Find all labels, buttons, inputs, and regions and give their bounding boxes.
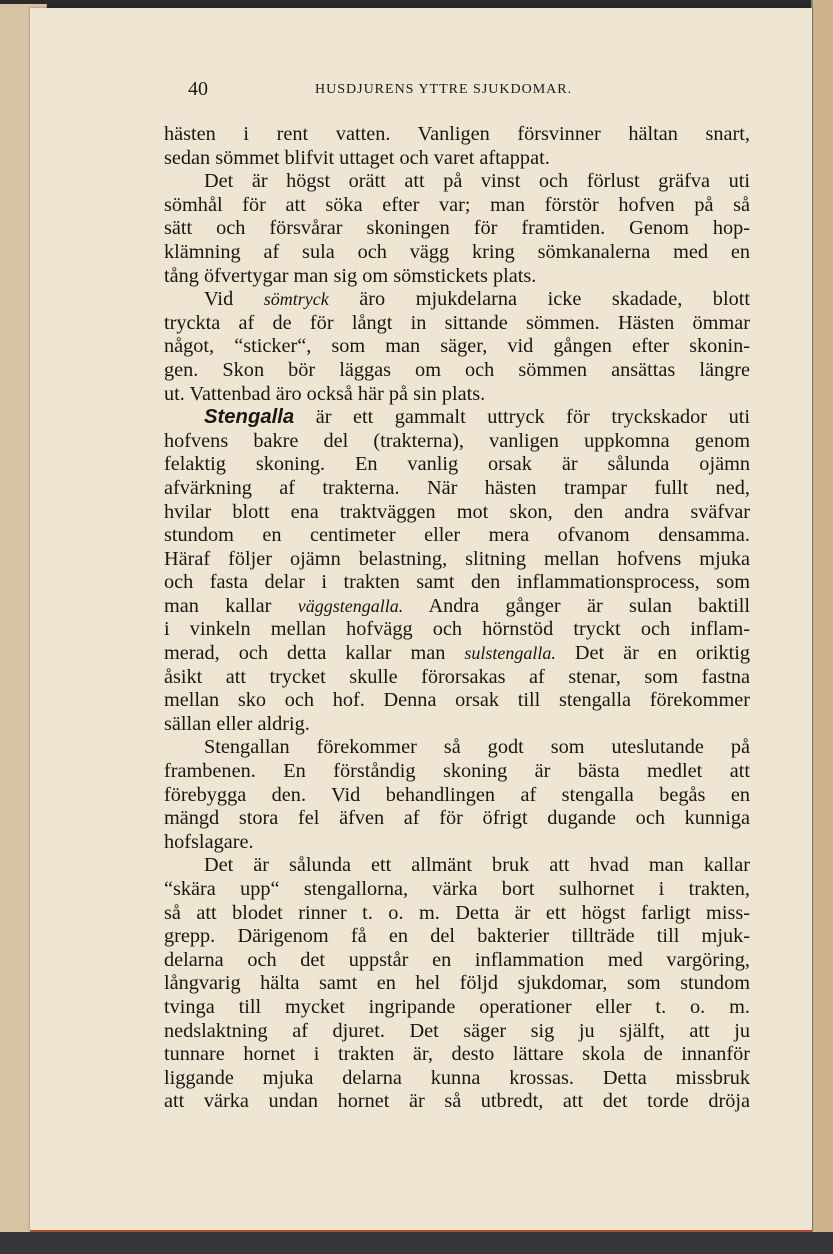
text-line: i vinkeln mellan hofvägg och hörnstöd tryckt och inflam- — [164, 618, 750, 641]
page-header — [30, 78, 812, 102]
text-line: sällan eller aldrig. — [164, 712, 310, 735]
running-head: HUSDJURENS YTTRE SJUKDOMAR. — [315, 82, 573, 97]
text-line: så att blodet rinner t. o. m. Detta är ett högst farligt miss- — [164, 901, 750, 924]
text-line: Det är sålunda ett allmänt bruk att hvad man kallar — [204, 854, 750, 877]
text-line: långvarig hälta samt en hel följd sjukdomar, som stundom — [164, 972, 750, 995]
text-line: förebygga den. Vid behandlingen af stengalla begås en — [164, 783, 750, 806]
text-line — [164, 595, 750, 619]
text-line: Det är högst orätt att på vinst och förlust gräfva uti — [204, 170, 750, 193]
text-line: åsikt att trycket skulle förorsakas af stenar, som fastna — [164, 665, 750, 688]
text-line: sedan sömmet blifvit uttaget och varet aftappat. — [164, 146, 550, 169]
text-line: grepp. Därigenom få en del bakterier tillträde till mjuk- — [164, 925, 750, 948]
text-line: tvinga till mycket ingripande operationer eller t. o. m. — [164, 995, 750, 1018]
text-line: liggande mjuka delarna kunna krossas. Detta missbruk — [164, 1066, 750, 1089]
text-line: hvilar blott ena traktväggen mot skon, den andra sväfvar — [164, 500, 750, 523]
body-text — [164, 123, 750, 1114]
text-line: nedslaktning af djuret. Det säger sig ju själft, att ju — [164, 1019, 750, 1042]
text-line: gen. Skon bör läggas om och sömmen ansättas längre — [164, 358, 750, 381]
text-fragment: Det är en oriktig — [574, 642, 750, 665]
text-line: Stengallan förekommer så godt som uteslutande på — [204, 736, 750, 759]
text-line — [164, 288, 750, 312]
text-line: klämning af sula och vägg kring sömkanalerna med en — [164, 240, 750, 263]
text-line: stundom en centimeter eller mera ofvanom densamma. — [164, 524, 750, 547]
text-line: delarna och det uppstår en inflammation med vargöring, — [164, 948, 750, 971]
text-line: sätt och försvårar skoningen för framtiden. Genom hop- — [164, 217, 750, 240]
book-page — [30, 8, 812, 1230]
term-stengalla: Stengalla — [204, 406, 295, 429]
term-vaggstengalla: väggstengalla. — [297, 595, 404, 616]
text-line: mellan sko och hof. Denna orsak till stengalla förekommer — [164, 689, 750, 712]
text-line: afvärkning af trakterna. När hästen trampar fullt ned, — [164, 476, 750, 499]
text-line: hästen i rent vatten. Vanligen försvinner hältan snart, — [164, 123, 750, 145]
page-number: 40 — [188, 78, 208, 100]
text-line: något, “sticker“, som man säger, vid gången efter skonin- — [164, 335, 750, 358]
text-line: hofvens bakre del (trakterna), vanligen uppkomna genom — [164, 429, 750, 452]
text-fragment: Vid — [204, 288, 234, 311]
term-sulstengalla: sulstengalla. — [464, 643, 556, 664]
text-line: sömhål för att söka efter var; man förstör hofven på så — [164, 193, 750, 216]
text-line: hofslagare. — [164, 830, 254, 853]
text-line: “skära upp“ stengallorna, värka bort sulhornet i trakten, — [164, 878, 750, 900]
text-line: felaktig skoning. En vanlig orsak är sålunda ojämn — [164, 453, 750, 476]
text-line: att värka undan hornet är så utbredt, att det torde dröja — [164, 1090, 750, 1113]
text-fragment: äro mjukdelarna icke skadade, blott — [359, 288, 750, 311]
text-line: och fasta delar i trakten samt den inflammationsprocess, som — [164, 571, 750, 594]
text-line — [164, 642, 750, 666]
term-somtryck: sömtryck — [263, 289, 329, 310]
text-line: ut. Vattenbad äro också här på sin plats. — [164, 382, 486, 405]
text-line: tryckta af de för långt in sittande sömmen. Hästen ömmar — [164, 311, 750, 334]
text-line: tång öfvertygar man sig om sömstickets plats. — [164, 264, 537, 287]
text-fragment: man kallar — [164, 594, 272, 617]
text-line: Häraf följer ojämn belastning, slitning mellan hofvens mjuka — [164, 547, 750, 570]
text-line — [164, 406, 750, 430]
text-fragment: merad, och detta kallar man — [164, 642, 446, 665]
text-line: mängd stora fel äfven af för öfrigt dugande och kunniga — [164, 807, 750, 830]
text-fragment: är ett gammalt uttryck för tryckskador uti — [315, 406, 750, 429]
text-fragment: Andra gånger är sulan baktill — [428, 594, 750, 617]
next-page-edge — [811, 0, 833, 1232]
text-line: frambenen. En förståndig skoning är bästa medlet att — [164, 760, 750, 783]
background-surface — [0, 1232, 833, 1254]
text-line: tunnare hornet i trakten är, desto lättare skola de innanför — [164, 1043, 750, 1066]
